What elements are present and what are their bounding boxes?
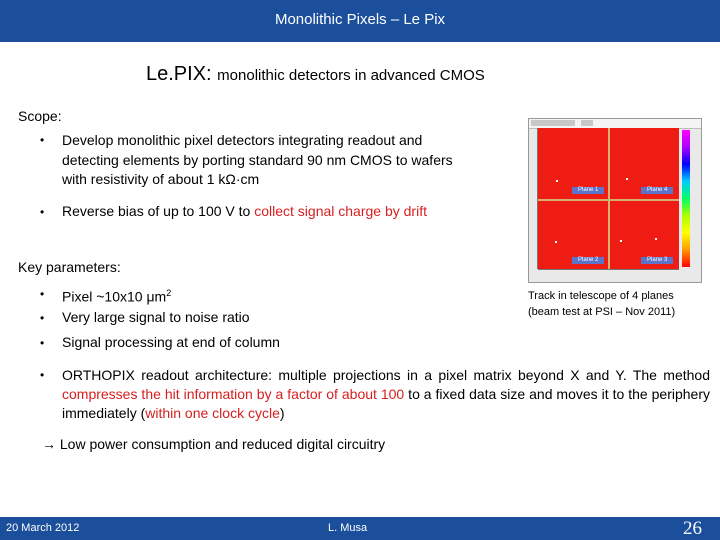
hit-point bbox=[555, 241, 557, 243]
conclusion-line bbox=[42, 436, 385, 452]
caption-line-1: Track in telescope of 4 planes bbox=[528, 290, 674, 302]
slide-heading bbox=[146, 63, 485, 86]
scope-bullet-2-text: Reverse bias of up to 100 V to bbox=[62, 203, 255, 219]
bullet-dot: • bbox=[40, 368, 45, 382]
scope-bullet-2-highlight: collect signal charge by drift bbox=[254, 203, 427, 219]
orthopix-highlight-2: within one clock cycle bbox=[145, 405, 280, 421]
heading-sub: monolithic detectors in advanced CMOS bbox=[217, 67, 485, 84]
bullet-dot: • bbox=[40, 205, 45, 219]
hit-point bbox=[655, 238, 657, 240]
bullet-dot: • bbox=[40, 311, 45, 325]
telescope-track-figure bbox=[528, 118, 702, 283]
footer-author: L. Musa bbox=[328, 522, 368, 534]
bullet-dot: • bbox=[40, 336, 45, 350]
scope-bullet-1-line-2: detecting elements by porting standard 90 nm CMOS to wafers bbox=[62, 152, 453, 168]
key-parameters-label: Key parameters: bbox=[18, 259, 121, 275]
scope-bullet-2 bbox=[62, 202, 427, 221]
color-scale bbox=[682, 130, 690, 267]
footer-bar bbox=[0, 517, 720, 540]
plane-2-label: Plane 2 bbox=[572, 257, 604, 264]
figure-y-axis bbox=[531, 128, 538, 269]
plane-4-label: Plane 4 bbox=[641, 187, 673, 194]
figure-tab-small bbox=[581, 120, 593, 126]
page-number: 26 bbox=[683, 518, 702, 539]
orthopix-paragraph bbox=[62, 366, 710, 423]
figure-tab bbox=[531, 120, 575, 126]
caption-line-2: (beam test at PSI – Nov 2011) bbox=[528, 306, 676, 318]
footer-date: 20 March 2012 bbox=[6, 522, 80, 534]
orthopix-highlight-1: compresses the hit information by a factor of about 100 bbox=[62, 386, 405, 402]
hitmap-plot bbox=[538, 128, 679, 269]
orthopix-text-2: to a fixed data size and moves it to the periphery immediately ( bbox=[62, 386, 710, 421]
plane-3-label: Plane 3 bbox=[641, 257, 673, 264]
key-bullet-1-sup: 2 bbox=[166, 288, 172, 298]
heading-main: Le.PIX: bbox=[146, 63, 212, 85]
figure-caption bbox=[528, 288, 675, 320]
bullet-dot: • bbox=[40, 133, 45, 147]
slide-title: Monolithic Pixels – Le Pix bbox=[274, 11, 446, 28]
orthopix-text-1: ORTHOPIX readout architecture: multiple projections in a pixel matrix beyond X and Y. The method bbox=[62, 367, 710, 383]
plane-1-label: Plane 1 bbox=[572, 187, 604, 194]
title-bar bbox=[0, 0, 720, 42]
conclusion-text: Low power consumption and reduced digital circuitry bbox=[59, 436, 386, 452]
scope-bullet-1-line-3: with resistivity of about 1 kΩ·cm bbox=[62, 171, 260, 187]
key-bullet-1-text: Pixel ~10x10 μm bbox=[62, 288, 167, 305]
arrow-icon: → bbox=[42, 436, 56, 452]
bullet-dot: • bbox=[40, 287, 45, 301]
key-bullet-1 bbox=[62, 284, 171, 307]
figure-x-axis bbox=[538, 269, 679, 278]
key-bullet-2: Very large signal to noise ratio bbox=[62, 309, 250, 325]
plot-divider-horizontal bbox=[538, 199, 679, 201]
hit-point bbox=[620, 240, 622, 242]
hit-point bbox=[556, 180, 558, 182]
orthopix-text-3: ) bbox=[279, 405, 285, 421]
hit-point bbox=[626, 178, 628, 180]
scope-label: Scope: bbox=[18, 108, 62, 124]
key-bullet-3: Signal processing at end of column bbox=[62, 334, 280, 350]
scope-bullet-1-line-1: Develop monolithic pixel detectors integrating readout and bbox=[62, 132, 423, 148]
